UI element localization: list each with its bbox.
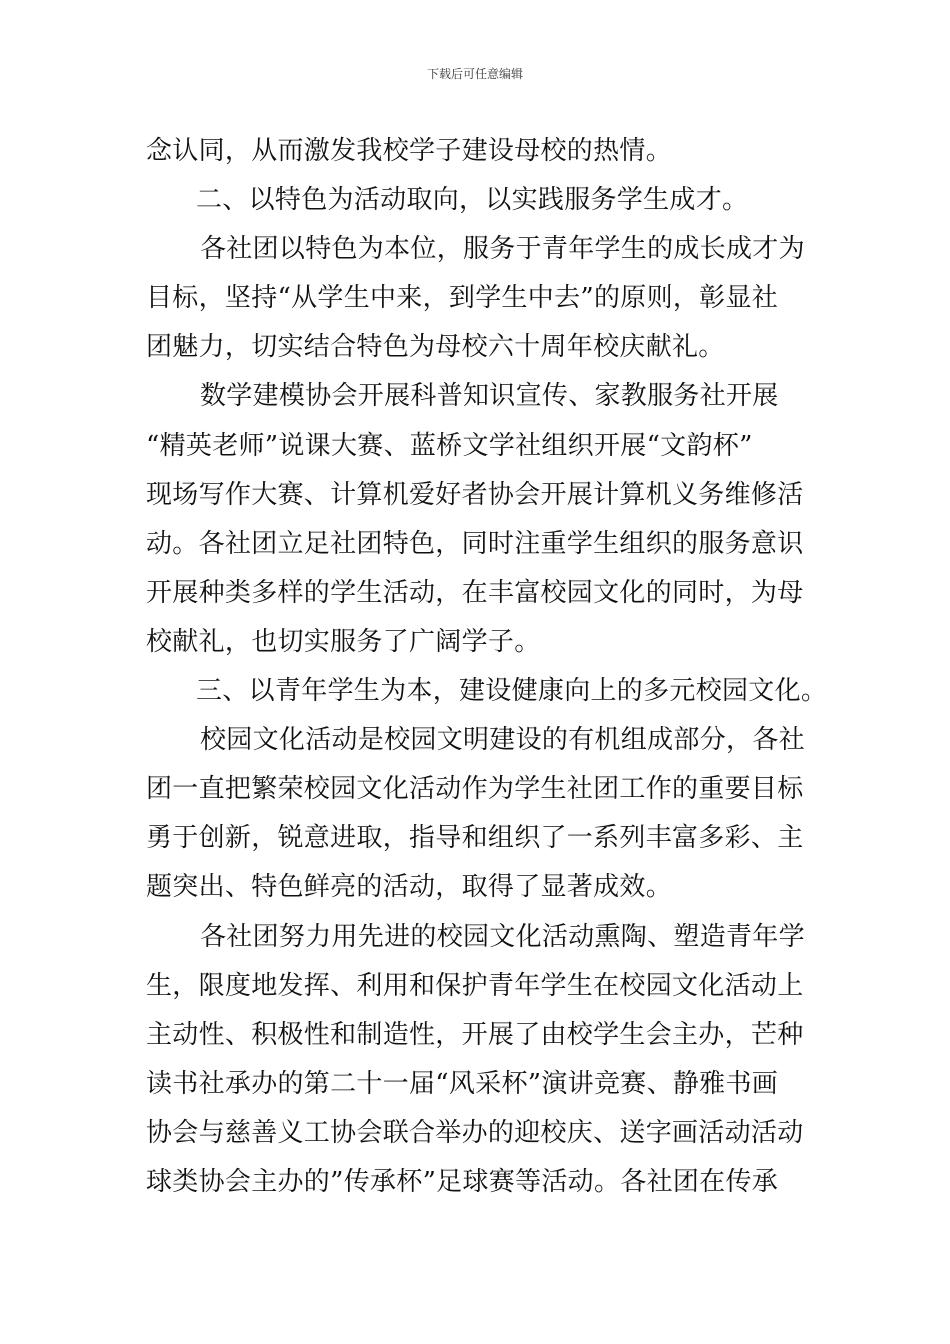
text-line: 团魅力，切实结合特色为母校六十周年校庆献礼。 (146, 332, 725, 363)
text-line: 团一直把繁荣校园文化活动作为学生社团工作的重要目标 (146, 774, 804, 805)
text-line: 数学建模协会开展科普知识宣传、家教服务社开展 (200, 381, 779, 412)
text-line: 目标，坚持“从学生中来，到学生中去”的原则，彰显社 (146, 283, 779, 314)
section-heading: 三、以青年学生为本，建设健康向上的多元校园文化。 (196, 676, 828, 707)
text-line: 生，限度地发挥、利用和保护青年学生在校园文化活动上 (146, 970, 804, 1001)
text-line: 各社团以特色为本位，服务于青年学生的成长成才为 (200, 234, 805, 265)
text-line: 勇于创新，锐意进取，指导和组织了一系列丰富多彩、主 (146, 823, 804, 854)
text-line: 校园文化活动是校园文明建设的有机组成部分，各社 (200, 725, 805, 756)
text-line: 校献礼，也切实服务了广阔学子。 (146, 626, 541, 657)
text-line: 球类协会主办的”传承杯”足球赛等活动。各社团在传承 (146, 1166, 779, 1197)
text-line: 现场写作大赛、计算机爱好者协会开展计算机义务维修活 (146, 479, 804, 510)
text-line: 题突出、特色鲜亮的活动，取得了显著成效。 (146, 872, 673, 903)
text-line: 各社团努力用先进的校园文化活动熏陶、塑造青年学 (200, 921, 805, 952)
text-line: “精英老师”说课大赛、蓝桥文学社组织开展“文韵杯” (146, 430, 753, 461)
page-header: 下载后可任意编辑 (426, 67, 523, 81)
text-line: 动。各社团立足社团特色，同时注重学生组织的服务意识 (146, 528, 804, 559)
text-line: 协会与慈善义工协会联合举办的迎校庆、送字画活动活动 (146, 1117, 804, 1148)
section-heading: 二、以特色为活动取向，以实践服务学生成才。 (196, 185, 749, 216)
text-line: 开展种类多样的学生活动，在丰富校园文化的同时，为母 (146, 577, 804, 608)
text-line: 读书社承办的第二十一届“风采杯”演讲竞赛、静雅书画 (146, 1068, 779, 1099)
text-line: 念认同，从而激发我校学子建设母校的热情。 (146, 136, 673, 166)
document-body (146, 127, 828, 1207)
text-line: 主动性、积极性和制造性，开展了由校学生会主办，芒种 (146, 1019, 804, 1050)
